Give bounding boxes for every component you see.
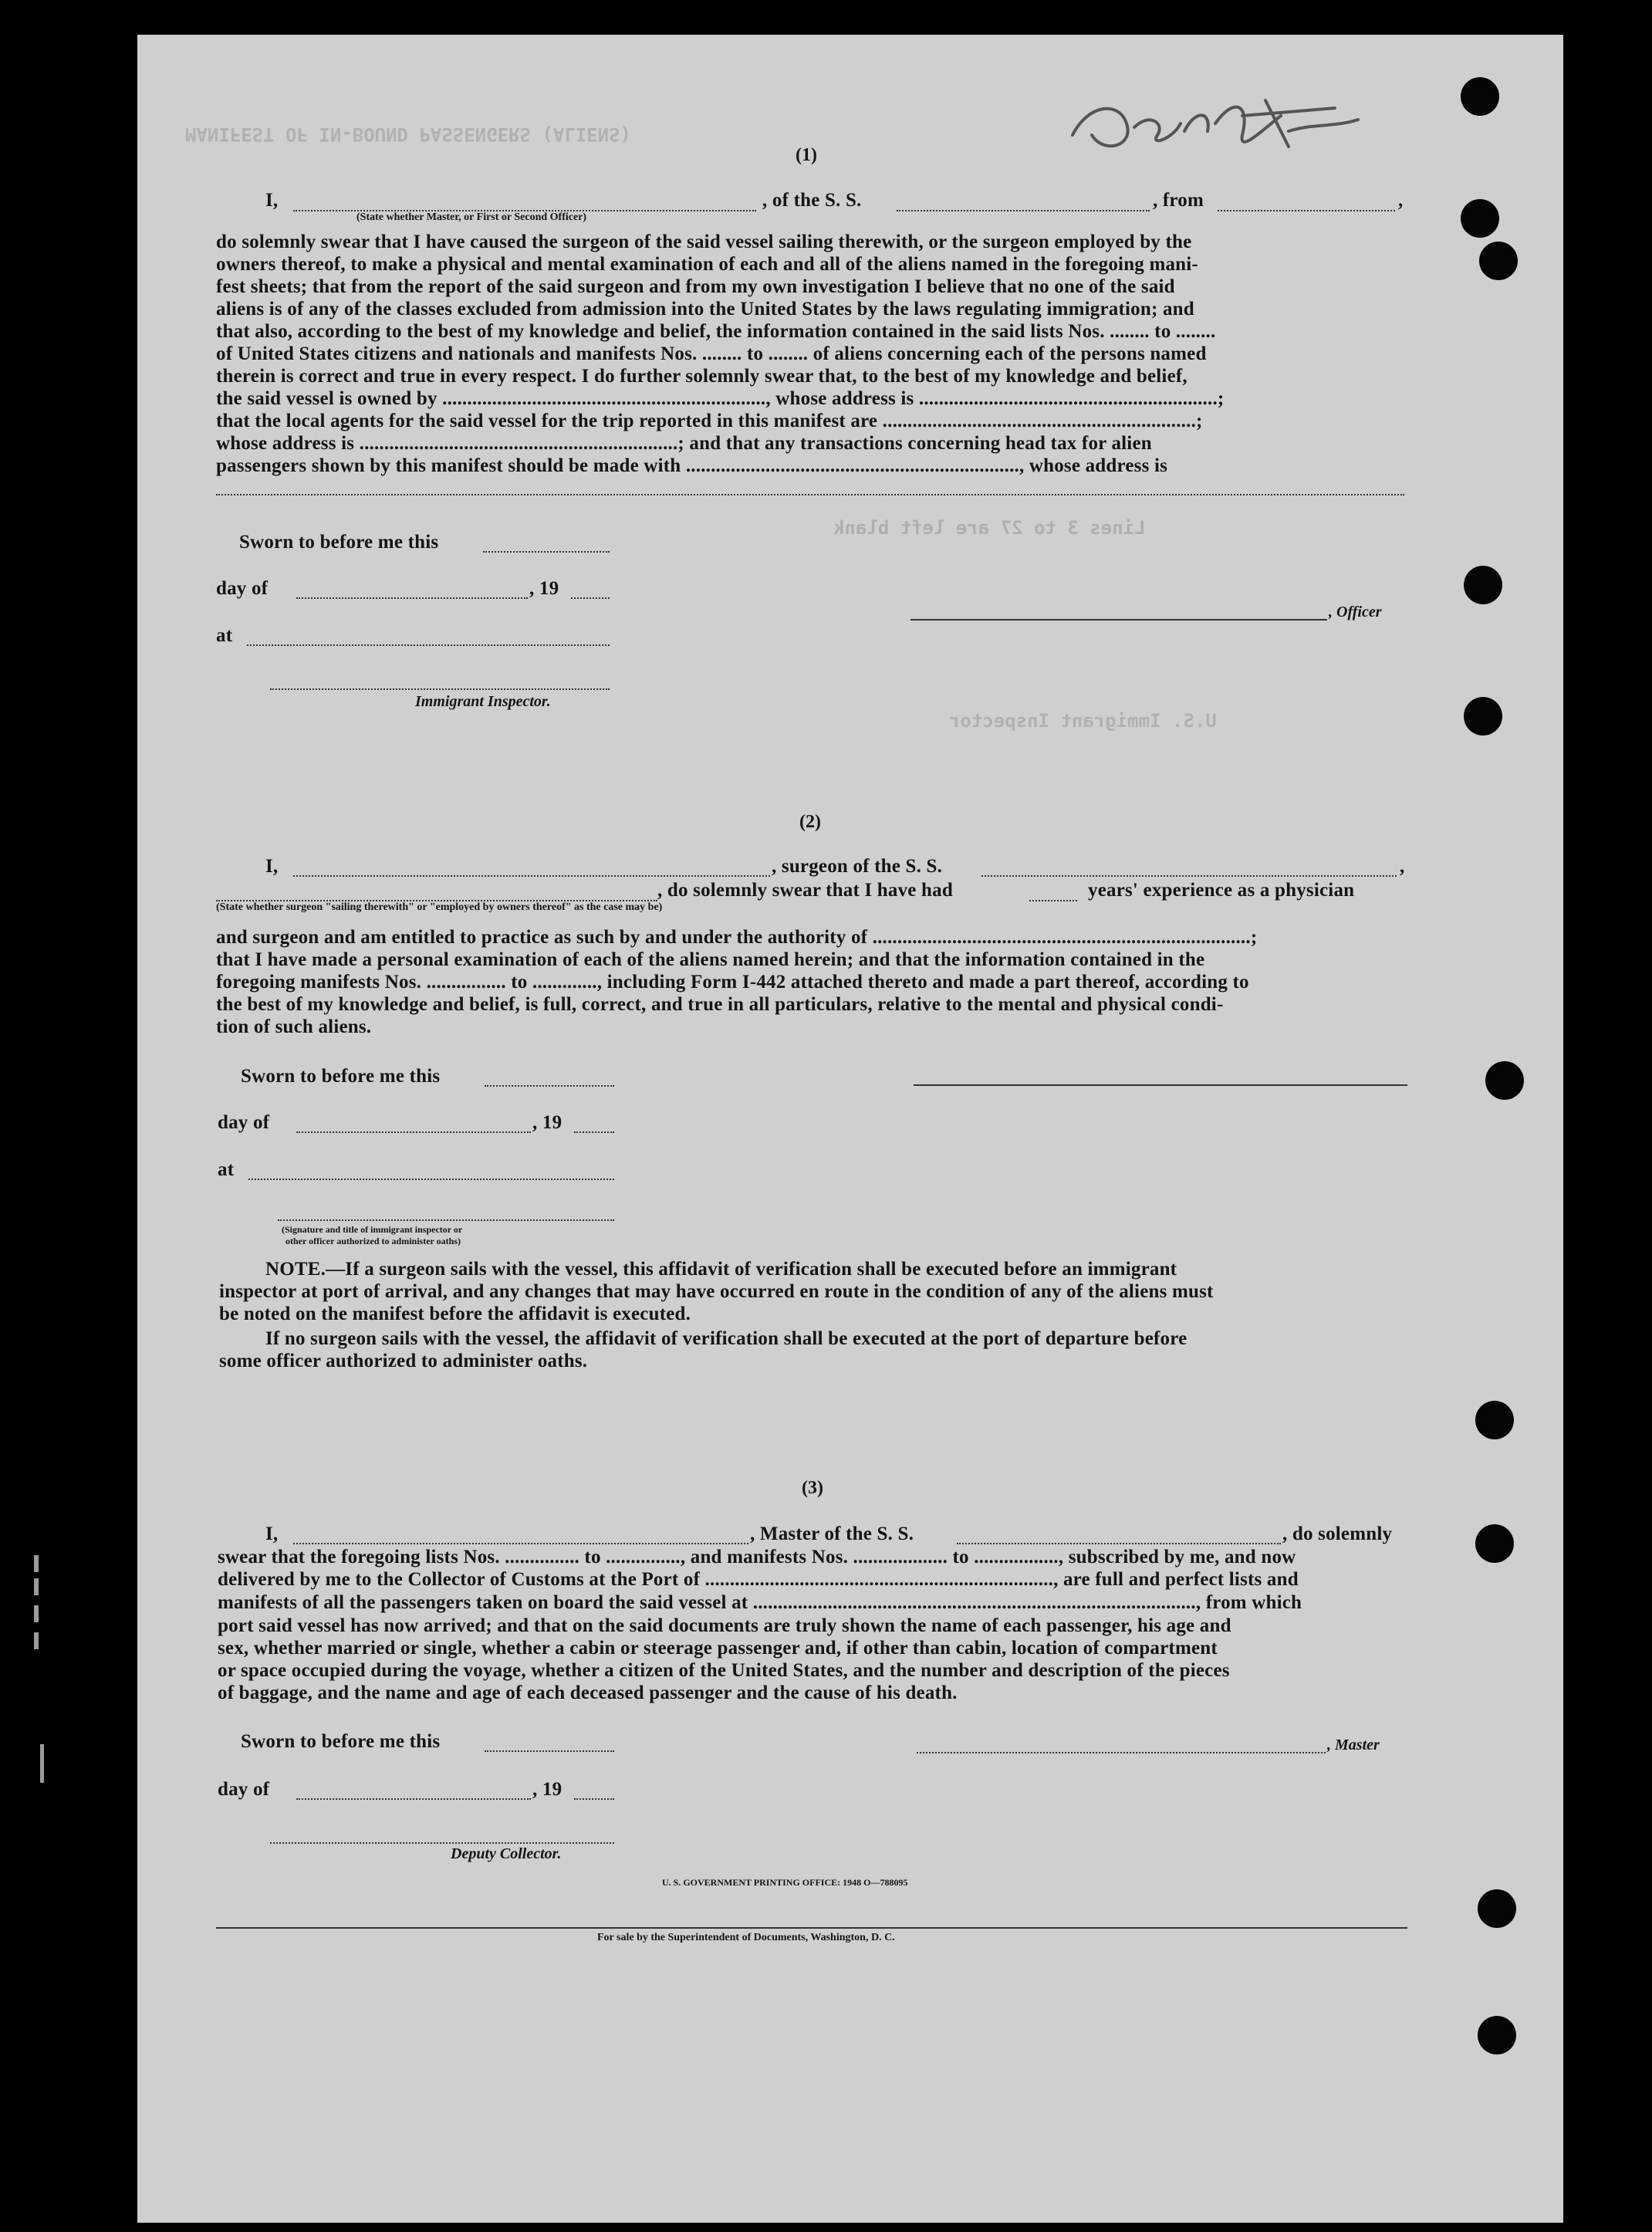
punch-hole	[1464, 566, 1502, 604]
month-field[interactable]	[296, 1798, 531, 1800]
bleed-through-text: Lines 3 to 27 are left blank	[833, 517, 1146, 539]
body-line: that the local agents for the said vessel for the trip reported in this manifest are ...............................................................;	[216, 411, 1203, 431]
year-field[interactable]	[574, 1798, 614, 1800]
section-1-number: (1)	[796, 145, 817, 165]
scan-mark	[34, 1578, 39, 1595]
year-field[interactable]	[574, 1131, 614, 1133]
years-experience-field[interactable]	[1029, 900, 1077, 901]
day-of-label: day of	[216, 578, 269, 599]
punch-hole	[1485, 1061, 1524, 1100]
section-3-i: I,	[265, 1524, 279, 1544]
officer-caption-label: , Officer	[1329, 604, 1382, 621]
body-line: whose address is ................................................................; and that any transactions concerning head tax for alien	[216, 433, 1152, 454]
body-line: the best of my knowledge and belief, is full, correct, and true in all particulars, relative to the mental and physical condi-	[216, 994, 1224, 1015]
surgeon-caption: (State whether surgeon "sailing therewith" or "employed by owners thereof" as the case may be)	[216, 901, 663, 913]
section-3-do-solemnly: , do solemnly	[1282, 1524, 1393, 1544]
section-1-from: , from	[1153, 190, 1204, 211]
body-line: that I have made a personal examination of each of the aliens named herein; and that the information contained in the	[216, 949, 1205, 970]
section-1-i: I,	[265, 190, 279, 211]
sworn-label: Sworn to before me this	[239, 532, 439, 553]
section-2-i: I,	[265, 856, 279, 877]
bleed-through-text: U.S. Immigrant Inspector	[949, 710, 1217, 732]
signature-caption-line1: (Signature and title of immigrant inspector or	[282, 1224, 463, 1235]
body-line: aliens is of any of the classes excluded from admission into the United States by the laws regulating immigration; and	[216, 299, 1194, 320]
punch-hole	[1475, 1401, 1514, 1439]
master-signature-field[interactable]	[917, 1752, 1326, 1753]
scan-mark	[34, 1632, 39, 1649]
punch-hole	[1478, 2016, 1516, 2054]
surgeon-signature-field[interactable]	[914, 1084, 1407, 1086]
body-line: and surgeon and am entitled to practice as such by and under the authority of ............................................................................;	[216, 927, 1258, 948]
signature-caption-line2: other officer authorized to administer oaths)	[285, 1236, 461, 1246]
day-of-label: day of	[218, 1112, 270, 1133]
note-line: be noted on the manifest before the affidavit is executed.	[219, 1304, 691, 1324]
year-field[interactable]	[571, 597, 610, 599]
punch-hole	[1464, 697, 1502, 736]
deputy-collector-caption: Deputy Collector.	[451, 1845, 562, 1862]
month-field[interactable]	[296, 597, 528, 599]
body-line: fest sheets; that from the report of the said surgeon and from my own investigation I believe that no one of the said	[216, 276, 1175, 297]
body-line: tion of such aliens.	[216, 1016, 372, 1037]
section-2-number: (2)	[799, 812, 821, 832]
section-2-swear: , do solemnly swear that I have had	[657, 880, 953, 901]
officer-caption: (State whether Master, or First or Second Officer)	[356, 211, 587, 223]
sworn-date-field[interactable]	[485, 1750, 614, 1752]
from-port-field[interactable]	[1218, 210, 1395, 211]
bleed-through-text: MANIFEST OF IN-BOUND PASSENGERS (ALIENS)	[185, 123, 631, 145]
official-signature-field[interactable]	[278, 1219, 614, 1221]
punch-hole	[1475, 1524, 1514, 1563]
handwritten-signature	[1057, 81, 1366, 166]
punch-hole	[1461, 77, 1499, 116]
section-1-comma: ,	[1398, 190, 1404, 211]
body-line: manifests of all the passengers taken on board the said vessel at ........................................................................................., from which	[218, 1592, 1302, 1613]
punch-hole	[1478, 1889, 1516, 1928]
note-line: some officer authorized to administer oaths.	[219, 1351, 588, 1371]
sworn-label: Sworn to before me this	[241, 1066, 441, 1087]
body-line: or space occupied during the voyage, whether a citizen of the United States, and the number and description of the pieces	[218, 1660, 1230, 1681]
at-place-field[interactable]	[248, 1179, 614, 1180]
note-line: If no surgeon sails with the vessel, the affidavit of verification shall be executed at the port of departure before	[265, 1328, 1187, 1349]
vessel-name-field[interactable]	[897, 210, 1150, 211]
body-line: passengers shown by this manifest should be made with ..................................................................., whose address is	[216, 455, 1168, 476]
body-line: delivered by me to the Collector of Customs at the Port of ......................................................................, are full and perfect lists and	[218, 1569, 1299, 1590]
inspector-signature-field[interactable]	[270, 688, 610, 690]
month-field[interactable]	[296, 1131, 531, 1133]
surgeon-name-field[interactable]	[293, 875, 770, 877]
at-label: at	[216, 625, 233, 646]
year-label: , 19	[532, 1112, 562, 1133]
sworn-date-field[interactable]	[483, 551, 610, 553]
section-2-comma: ,	[1400, 856, 1405, 877]
body-line: do solemnly swear that I have caused the surgeon of the said vessel sailing therewith, or the surgeon employed by the	[216, 232, 1192, 252]
section-1-of-ss: , of the S. S.	[762, 190, 862, 211]
sworn-label: Sworn to before me this	[241, 1731, 441, 1752]
master-caption: , Master	[1327, 1737, 1380, 1753]
sworn-date-field[interactable]	[485, 1085, 614, 1087]
body-line: port said vessel has now arrived; and that on the said documents are truly shown the name of each passenger, his age and	[218, 1615, 1231, 1636]
body-line: sex, whether married or single, whether a cabin or steerage passenger and, if other than cabin, location of compartment	[218, 1638, 1218, 1659]
scan-mark	[34, 1555, 39, 1572]
footer-rule	[216, 1927, 1407, 1929]
section-2-surgeon-of-ss: , surgeon of the S. S.	[772, 856, 943, 877]
section-3-master-of-ss: , Master of the S. S.	[750, 1524, 914, 1544]
at-place-field[interactable]	[247, 644, 610, 646]
body-line: foregoing manifests Nos. ................ to ............., including Form I-442 attached thereto and made a part thereof, according to	[216, 972, 1249, 993]
surgeon-vessel-field[interactable]	[981, 875, 1397, 877]
body-line: of United States citizens and nationals and manifests Nos. ........ to ........ of aliens concerning each of the persons named	[216, 343, 1207, 364]
punch-hole	[1461, 199, 1499, 238]
address-field[interactable]	[216, 494, 1404, 495]
note-line: NOTE.—If a surgeon sails with the vessel, this affidavit of verification shall be executed before an immigrant	[265, 1259, 1177, 1280]
punch-hole	[1479, 242, 1518, 280]
section-3-number: (3)	[802, 1478, 823, 1498]
scan-mark	[34, 1605, 39, 1622]
year-label: , 19	[532, 1779, 562, 1800]
year-label: , 19	[529, 578, 559, 599]
body-line: that also, according to the best of my knowledge and belief, the information contained in the said lists Nos. ........ to ........	[216, 321, 1216, 342]
officer-signature-field[interactable]	[910, 619, 1327, 621]
scan-mark	[40, 1744, 44, 1783]
deputy-signature-field[interactable]	[270, 1842, 614, 1844]
at-label: at	[218, 1159, 235, 1180]
printing-office-line: U. S. GOVERNMENT PRINTING OFFICE: 1948 O—788095	[662, 1877, 908, 1888]
day-of-label: day of	[218, 1779, 270, 1800]
for-sale-line: For sale by the Superintendent of Documents, Washington, D. C.	[597, 1932, 895, 1943]
body-line: swear that the foregoing lists Nos. ............... to ..............., and manifests Nos. ................... to ................., subscribed by me, and now	[218, 1547, 1296, 1567]
body-line: of baggage, and the name and age of each deceased passenger and the cause of his death.	[218, 1682, 958, 1703]
immigrant-inspector-caption: Immigrant Inspector.	[415, 693, 551, 710]
body-line: owners thereof, to make a physical and mental examination of each and all of the aliens named in the foregoing mani-	[216, 254, 1198, 275]
body-line: the said vessel is owned by ................................................................., whose address is ............................................................;	[216, 388, 1225, 409]
section-2-physician: years' experience as a physician	[1088, 880, 1355, 901]
master-vessel-field[interactable]	[957, 1543, 1281, 1544]
note-line: inspector at port of arrival, and any changes that may have occurred en route in the condition of any of the aliens must	[219, 1281, 1214, 1302]
body-line: therein is correct and true in every respect. I do further solemnly swear that, to the best of my knowledge and belief,	[216, 366, 1187, 387]
master-name-field[interactable]	[293, 1543, 748, 1544]
